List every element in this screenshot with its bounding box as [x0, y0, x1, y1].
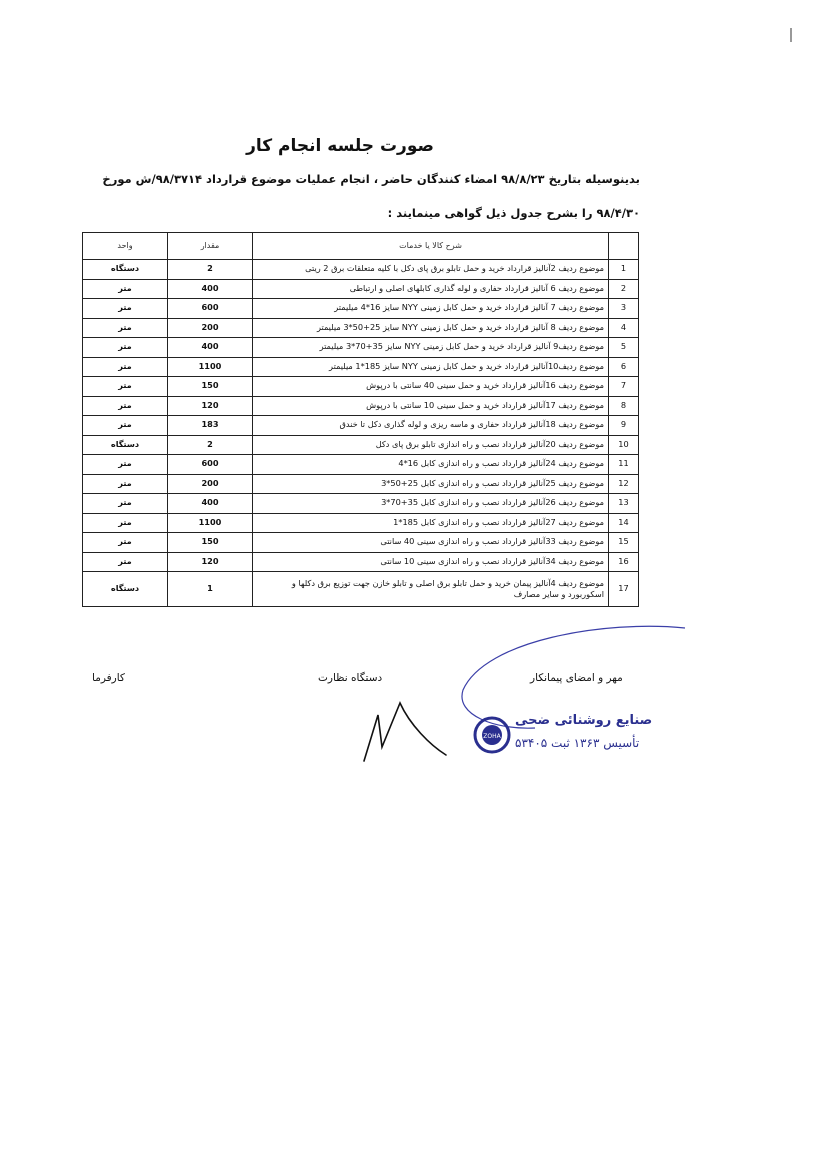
- header-num: [609, 233, 639, 260]
- row-num: 2: [609, 279, 639, 299]
- row-unit: متر: [83, 494, 168, 514]
- row-num: 7: [609, 377, 639, 397]
- row-qty: 400: [168, 338, 253, 358]
- header-qty: مقدار: [168, 233, 253, 260]
- table-row: [83, 572, 639, 607]
- row-qty: 183: [168, 416, 253, 436]
- table-row: [83, 318, 639, 338]
- table-row: [83, 455, 639, 475]
- table-row: [83, 338, 639, 358]
- row-unit: دستگاه: [83, 260, 168, 280]
- row-qty: 200: [168, 474, 253, 494]
- row-qty: 200: [168, 318, 253, 338]
- row-num: 8: [609, 396, 639, 416]
- row-unit: متر: [83, 357, 168, 377]
- row-desc: موضوع ردیف 2آنالیز قرارداد خرید و حمل تابلو برق پای دکل با کلیه متعلقات برق 2 ریتی: [253, 260, 609, 280]
- row-qty: 2: [168, 435, 253, 455]
- row-desc: موضوع ردیف 17آنالیز قرارداد خرید و حمل سینی 10 سانتی با درپوش: [253, 396, 609, 416]
- row-desc: موضوع ردیف 4آنالیز پیمان خرید و حمل تابلو برق اصلی و تابلو خازن جهت توزیع برق دکلها و اسکوربورد و سایر مصارف: [253, 572, 609, 607]
- supervision-label: دستگاه نظارت: [318, 672, 383, 684]
- row-num: 4: [609, 318, 639, 338]
- table-row: [83, 260, 639, 280]
- company-stamp-name: صنایع روشنائی ضحی: [515, 713, 653, 728]
- table-row: [83, 474, 639, 494]
- row-unit: متر: [83, 533, 168, 553]
- row-num: 17: [609, 572, 639, 607]
- row-desc: موضوع ردیف 20آنالیز قرارداد نصب و راه اندازی تابلو برق پای دکل: [253, 435, 609, 455]
- row-num: 14: [609, 513, 639, 533]
- contractor-signature-label: مهر و امضای پیمانکار: [530, 672, 623, 684]
- row-qty: 120: [168, 552, 253, 572]
- company-logo-icon: [472, 712, 512, 758]
- row-desc: موضوع ردیف 27آنالیز قرارداد نصب و راه اندازی کابل 185*1: [253, 513, 609, 533]
- row-unit: متر: [83, 552, 168, 572]
- row-desc: موضوع ردیف9 آنالیز قرارداد خرید و حمل کابل زمینی NYY سایز 35+70*3 میلیمتر: [253, 338, 609, 358]
- employer-label: کارفرما: [92, 672, 125, 684]
- row-unit: متر: [83, 338, 168, 358]
- scan-mark: [790, 28, 792, 42]
- row-desc: موضوع ردیف 7 آنالیز قرارداد خرید و حمل کابل زمینی NYY سایز 16*4 میلیمتر: [253, 299, 609, 319]
- signature-mark: [360, 695, 450, 775]
- row-qty: 1100: [168, 513, 253, 533]
- row-unit: متر: [83, 455, 168, 475]
- row-unit: متر: [83, 396, 168, 416]
- table-row: [83, 494, 639, 514]
- header-desc: شرح کالا یا خدمات: [253, 233, 609, 260]
- row-unit: متر: [83, 318, 168, 338]
- row-desc: موضوع ردیف10آنالیز قرارداد خرید و حمل کابل زمینی NYY سایز 185*1 میلیمتر: [253, 357, 609, 377]
- row-unit: دستگاه: [83, 435, 168, 455]
- row-desc: موضوع ردیف 18آنالیز قرارداد حفاری و ماسه ریزی و لوله گذاری دکل تا خندق: [253, 416, 609, 436]
- row-qty: 150: [168, 377, 253, 397]
- row-num: 12: [609, 474, 639, 494]
- row-num: 5: [609, 338, 639, 358]
- company-stamp-registration: تأسیس ۱۳۶۳ ثبت ۵۳۴۰۵: [515, 736, 640, 750]
- row-desc: موضوع ردیف 16آنالیز قرارداد خرید و حمل سینی 40 سانتی با درپوش: [253, 377, 609, 397]
- row-desc: موضوع ردیف 26آنالیز قرارداد نصب و راه اندازی کابل 35+70*3: [253, 494, 609, 514]
- row-unit: متر: [83, 279, 168, 299]
- row-unit: متر: [83, 377, 168, 397]
- row-num: 16: [609, 552, 639, 572]
- row-qty: 1100: [168, 357, 253, 377]
- document-title: صورت جلسه انجام کار: [246, 136, 434, 156]
- row-unit: متر: [83, 416, 168, 436]
- table-row: [83, 416, 639, 436]
- table-row: [83, 299, 639, 319]
- row-unit: متر: [83, 513, 168, 533]
- row-unit: دستگاه: [83, 572, 168, 607]
- row-desc: موضوع ردیف 25آنالیز قرارداد نصب و راه اندازی کابل 25+50*3: [253, 474, 609, 494]
- row-qty: 600: [168, 299, 253, 319]
- intro-line-1: بدینوسیله بتاریخ ۹۸/۸/۲۳ امضاء کنندگان حاضر ، انجام عملیات موضوع قرارداد ۹۸/۳۷۱۴/ش مورخ: [102, 172, 640, 186]
- table-row: [83, 396, 639, 416]
- row-unit: متر: [83, 299, 168, 319]
- row-num: 13: [609, 494, 639, 514]
- row-num: 6: [609, 357, 639, 377]
- row-qty: 120: [168, 396, 253, 416]
- row-qty: 400: [168, 279, 253, 299]
- row-qty: 150: [168, 533, 253, 553]
- logo-text: ZOHA: [483, 733, 501, 740]
- row-desc: موضوع ردیف 33آنالیز قرارداد نصب و راه اندازی سینی 40 سانتی: [253, 533, 609, 553]
- row-num: 1: [609, 260, 639, 280]
- table-row: [83, 513, 639, 533]
- table-row: [83, 279, 639, 299]
- table-row: [83, 435, 639, 455]
- row-num: 3: [609, 299, 639, 319]
- row-unit: متر: [83, 474, 168, 494]
- table-row: [83, 552, 639, 572]
- items-table: [82, 232, 639, 607]
- row-qty: 1: [168, 572, 253, 607]
- table-header-row: [83, 233, 639, 260]
- row-desc: موضوع ردیف 8 آنالیز قرارداد خرید و حمل کابل زمینی NYY سایز 25+50*3 میلیمتر: [253, 318, 609, 338]
- row-qty: 600: [168, 455, 253, 475]
- intro-line-2: ۹۸/۴/۳۰ را بشرح جدول ذیل گواهی مینمایند :: [387, 206, 640, 220]
- row-num: 15: [609, 533, 639, 553]
- row-desc: موضوع ردیف 24آنالیز قرارداد نصب و راه اندازی کابل 16*4: [253, 455, 609, 475]
- row-desc: موضوع ردیف 34آنالیز قرارداد نصب و راه اندازی سینی 10 سانتی: [253, 552, 609, 572]
- header-unit: واحد: [83, 233, 168, 260]
- row-qty: 400: [168, 494, 253, 514]
- row-desc: موضوع ردیف 6 آنالیز قرارداد حفاری و لوله گذاری کابلهای اصلی و ارتباطی: [253, 279, 609, 299]
- row-num: 9: [609, 416, 639, 436]
- table-row: [83, 533, 639, 553]
- table-row: [83, 357, 639, 377]
- table-row: [83, 377, 639, 397]
- row-num: 11: [609, 455, 639, 475]
- row-qty: 2: [168, 260, 253, 280]
- row-num: 10: [609, 435, 639, 455]
